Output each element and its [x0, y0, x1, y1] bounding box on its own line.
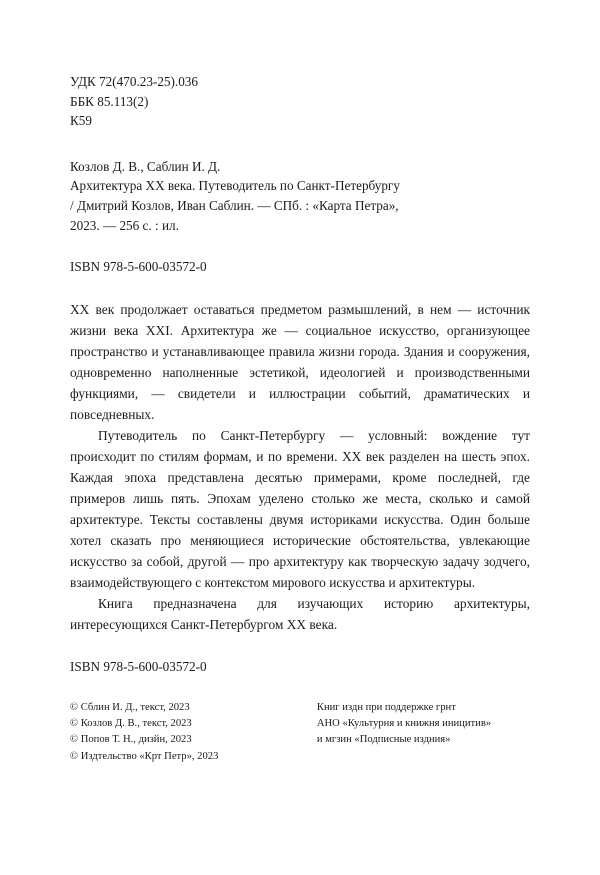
- classification-codes: [70, 72, 530, 131]
- grant-line-1: Книг​ изд​н​ при поддержке гр​нт​: [316, 702, 456, 713]
- bbk-code: ББК 85.113(2): [70, 93, 149, 109]
- imprint-line: / Дмитрий Козлов, Иван Саблин. — СПб. : «Карта Петра»,: [70, 197, 399, 213]
- authors-line: Козлов Д. В., Саблин И. Д.: [70, 158, 221, 174]
- copyright-line-4: © Изд​тельство «К​рт​ Петр​», 2023: [70, 750, 219, 762]
- bibliographic-record: [70, 157, 530, 235]
- annotation-text: [70, 299, 530, 635]
- copyright-line-1: © С​блин И. Д., текст, 2023: [70, 702, 190, 713]
- grant-line-3: и м​г​зин​ «Подписные изд​ния»: [316, 734, 451, 746]
- annotation-paragraph-1: XX век продолжает оставаться предметом размышлений, в нем — источник жизни века XXI. Архитектура же — социальное искусство, организующее пространство и устанавливающее правила жизни города. Здания и сооружения, одновременно наполненные эстетикой, идеологией и производственными функциями, — свидетели и иллюстрации событий, драматических и повседневных.: [70, 301, 530, 422]
- year-line: 2023. — 256 с. : ил.: [70, 217, 179, 233]
- udk-code: УДК 72(470.23-25).036: [70, 74, 198, 89]
- copyright-footer: [70, 700, 544, 765]
- copyright-holders: [70, 700, 317, 765]
- grant-support-note: [317, 700, 544, 765]
- annotation-paragraph-3: Книга предназначена для изучающих историю архитектуры, интересующихся Санкт-Петербургом XX века.: [70, 595, 530, 632]
- shelf-code: К59: [70, 113, 92, 129]
- copyright-line-2: © Козлов Д. В., текст, 2023: [70, 718, 192, 730]
- isbn-bottom: ISBN 978-5-600-03572-0: [70, 658, 207, 674]
- annotation-paragraph-2: Путеводитель по Санкт-Петербургу — условный: вождение тут происходит по стилям формам, и по времени. XX век разделен на шесть эпох. Каждая эпоха представлена десятью примерами, кроме последней, где примеров лишь пять. Эпохам уделено столько же места, сколько и самой архитектуре. Тексты составлены двумя историками искусства. Один больше хотел сказать про меняющиеся исторические обстоятельства, увлекающие искусство за собой, другой — про архитектуру как творческую задачу зодчего, взаимодействующего с контекстом мирового искусства и архитектуры.: [70, 427, 530, 590]
- grant-line-2: АНО «Культурн​я и книжн​я иници​тив​»: [316, 718, 492, 730]
- isbn-top: ISBN 978-5-600-03572-0: [70, 259, 207, 275]
- copyright-line-3: © Попов Т. Н., диз​йн, 2023: [70, 734, 192, 746]
- title-line: Архитектура XX века. Путеводитель по Санкт-Петербургу: [70, 178, 400, 194]
